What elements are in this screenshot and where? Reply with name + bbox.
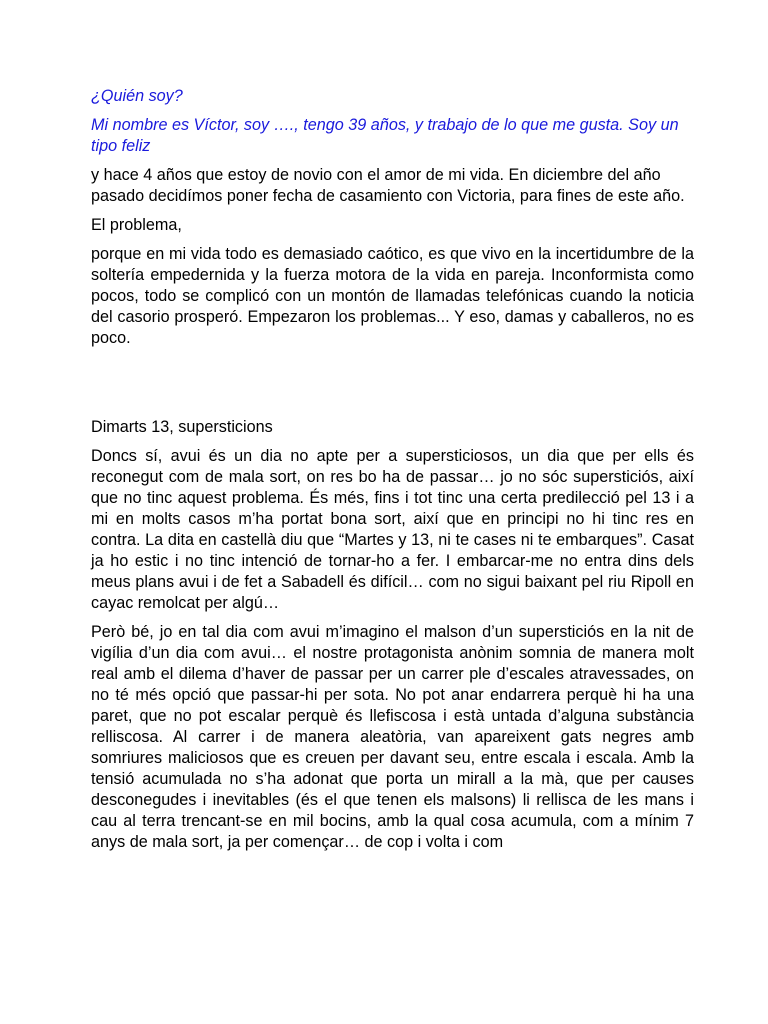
section-title-dimarts: Dimarts 13, supersticions [91,418,273,436]
paragraph-novio: y hace 4 años que estoy de novio con el amor de mi vida. En diciembre del año pasado decidímos poner fecha de casamiento con Victoria, para fines de este año. [91,166,685,205]
paragraph-caotico: porque en mi vida todo es demasiado caótico, es que vivo en la incertidumbre de la soltería empedernida y la fuerza motora de la vida en pareja. Inconformista como pocos, todo se complicó con un montón de llamadas telefónicas cuando la noticia del casorio prosperó. Empezaron los problemas... Y eso, damas y caballeros, no es poco. [91,245,694,347]
paragraph-problema: El problema, [91,216,182,234]
heading-quien-soy: ¿Quién soy? [91,87,183,105]
paragraph-doncs-si: Doncs sí, avui és un dia no apte per a supersticiosos, un dia que per ells és reconegut com de mala sort, on res bo ha de passar… jo no sóc supersticiós, així que no tinc aquest problema. És més, fins i tot tinc una certa predilecció pel 13 i a mi en molts casos m’ha portat bona sort, així que en principi no hi tinc res en contra. La dita en castellà diu que “Martes y 13, ni te cases ni te embarques”. Casat ja ho estic i no tinc intenció de tornar-ho a fer. I embarcar-me no entra dins dels meus plans avui i de fet a Sabadell és difícil… com no sigui baixant pel riu Ripoll en cayac remolcat per algú… [91,447,694,612]
paragraph-pero-be: Però bé, jo en tal dia com avui m’imagino el malson d’un supersticiós en la nit de vigília d’un dia com avui… el nostre protagonista anònim somnia de manera molt real amb el dilema d’haver de passar per un carrer ple d’escales atravessades, on no té més opció que passar-hi per sota. No pot anar endarrera perquè hi ha una paret, que no pot escalar perquè és llefiscosa i està untada d’alguna substància relliscosa. Al carrer i de manera aleatòria, van apareixent gats negres amb somriures maliciosos que es creuen per davant seu, entre escala i escala. Amb la tensió acumulada no s’ha adonat que porta un mirall a la mà, que per causes desconegudes i inevitables (és el que tenen els malsons) li rellisca de les mans i cau al terra trencant-se en mil bocins, amb la qual cosa acumula, com a mínim 7 anys de mala sort, ja per començar… de cop i volta i com [91,623,694,851]
intro-paragraph: Mi nombre es Víctor, soy …., tengo 39 años, y trabajo de lo que me gusta. Soy un tipo feliz [91,116,679,155]
document-page [91,86,694,861]
section-spacer [91,357,694,417]
